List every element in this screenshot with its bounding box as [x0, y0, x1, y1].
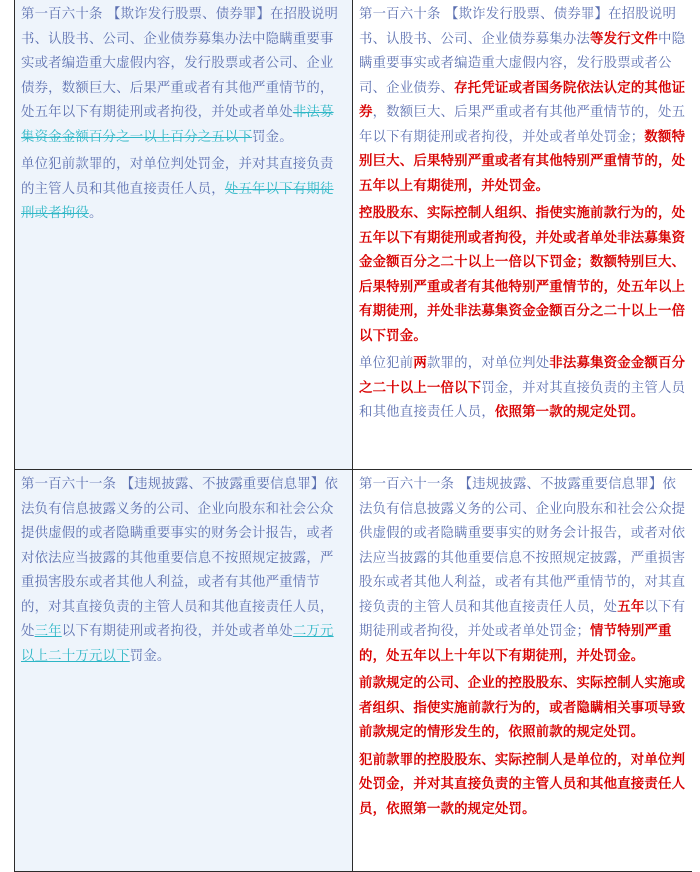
article-160-new-para-3: 单位犯前两款罪的，对单位判处非法募集资金金额百分之二十以上一倍以下罚金，并对其直接负责的主管人员和其他直接责任人员，依照第一款的规定处罚。	[359, 356, 686, 420]
deleted-text: 非法募集资金金额百分之一以上百分之五以下	[21, 105, 334, 145]
article-160-old-cell	[15, 0, 353, 470]
added-text: 依照第一款的规定处罚。	[494, 405, 645, 420]
changed-text: 二万元以上二十万元以下	[21, 624, 334, 664]
article-160-new-para-2: 控股股东、实际控制人组织、指使实施前款行为的，处五年以下有期徒刑或者拘役，并处或者单处非法募集资金金额百分之二十以上一倍以下罚金；数额特别巨大、后果特别严重或者有其他特别严重情节的，处五年以上有期徒刑，并处非法募集资金金额百分之二十以上一倍以下罚金。	[359, 206, 686, 344]
article-160-new-cell	[353, 0, 692, 470]
added-text: 非法募集资金金额百分之二十以上一倍以下	[359, 356, 686, 396]
article-161-old-para-1: 第一百六十一条 【违规披露、不披露重要信息罪】依法负有信息披露义务的公司、企业向股东和社会公众提供虚假的或者隐瞒重要事实的财务会计报告，或者对依法应当披露的其他重要信息不按照规定披露，严重损害股东或者其他人利益，或者有其他严重情节的，对其直接负责的主管人员和其他直接责任人员，处三年以下有期徒刑或者拘役，并处或者单处二万元以上二十万元以下罚金。	[21, 477, 339, 664]
article-161-new-cell	[353, 470, 692, 872]
added-text: 两	[413, 356, 427, 371]
added-text: 数额特别巨大、后果特别严重或者有其他特别严重情节的，处五年以上有期徒刑，并处罚金。	[359, 129, 686, 194]
deleted-text: 处五年以下有期徒刑或者拘役	[21, 181, 334, 221]
added-text: 等发行文件	[590, 31, 658, 47]
article-161-old-cell	[15, 470, 353, 872]
added-text: 存托凭证或者国务院依法认定的其他证券	[359, 80, 686, 120]
article-161-new-para-3: 犯前款罪的控股股东、实际控制人是单位的，对单位判处罚金，并对其直接负责的主管人员和其他直接责任人员，依照第一款的规定处罚。	[359, 752, 686, 817]
article-161-new-para-1: 第一百六十一条 【违规披露、不披露重要信息罪】依法负有信息披露义务的公司、企业向股东和社会公众提供虚假的或者隐瞒重要事实的财务会计报告，或者对依法应当披露的其他重要信息不按照规定披露，严重损害股东或者其他人利益，或者有其他严重情节的，对其直接负责的主管人员和其他直接责任人员，处五年以下有期徒刑或者拘役，并处或者单处罚金；情节特别严重的，处五年以上十年以下有期徒刑，并处罚金。	[359, 477, 686, 664]
article-160-new-para-1: 第一百六十条 【欺诈发行股票、债券罪】在招股说明书、认股书、公司、企业债券募集办法等发行文件中隐瞒重要事实或者编造重大虚假内容，发行股票或者公司、企业债券、存托凭证或者国务院依法认定的其他证券，数额巨大、后果严重或者有其他严重情节的，处五年以下有期徒刑或者拘役，并处或者单处罚金；数额特别巨大、后果特别严重或者有其他特别严重情节的，处五年以上有期徒刑，并处罚金。	[359, 7, 686, 194]
changed-text: 三年	[34, 624, 62, 639]
comparison-table	[14, 0, 691, 872]
added-text: 情节特别严重的，处五年以上十年以下有期徒刑，并处罚金。	[359, 624, 672, 664]
article-160-old-para-1: 第一百六十条 【欺诈发行股票、债券罪】在招股说明书、认股书、公司、企业债券募集办法中隐瞒重要事实或者编造重大虚假内容，发行股票或者公司、企业债券，数额巨大、后果严重或者有其他严重情节的，处五年以下有期徒刑或者拘役，并处或者单处非法募集资金金额百分之一以上百分之五以下罚金。	[21, 7, 339, 145]
article-161-new-para-2: 前款规定的公司、企业的控股股东、实际控制人实施或者组织、指使实施前款行为的，或者隐瞒相关事项导致前款规定的情形发生的，依照前款的规定处罚。	[359, 676, 686, 740]
added-text: 五年	[617, 599, 645, 615]
article-160-old-para-2: 单位犯前款罪的，对单位判处罚金，并对其直接负责的主管人员和其他直接责任人员，处五年以下有期徒刑或者拘役。	[21, 157, 334, 221]
